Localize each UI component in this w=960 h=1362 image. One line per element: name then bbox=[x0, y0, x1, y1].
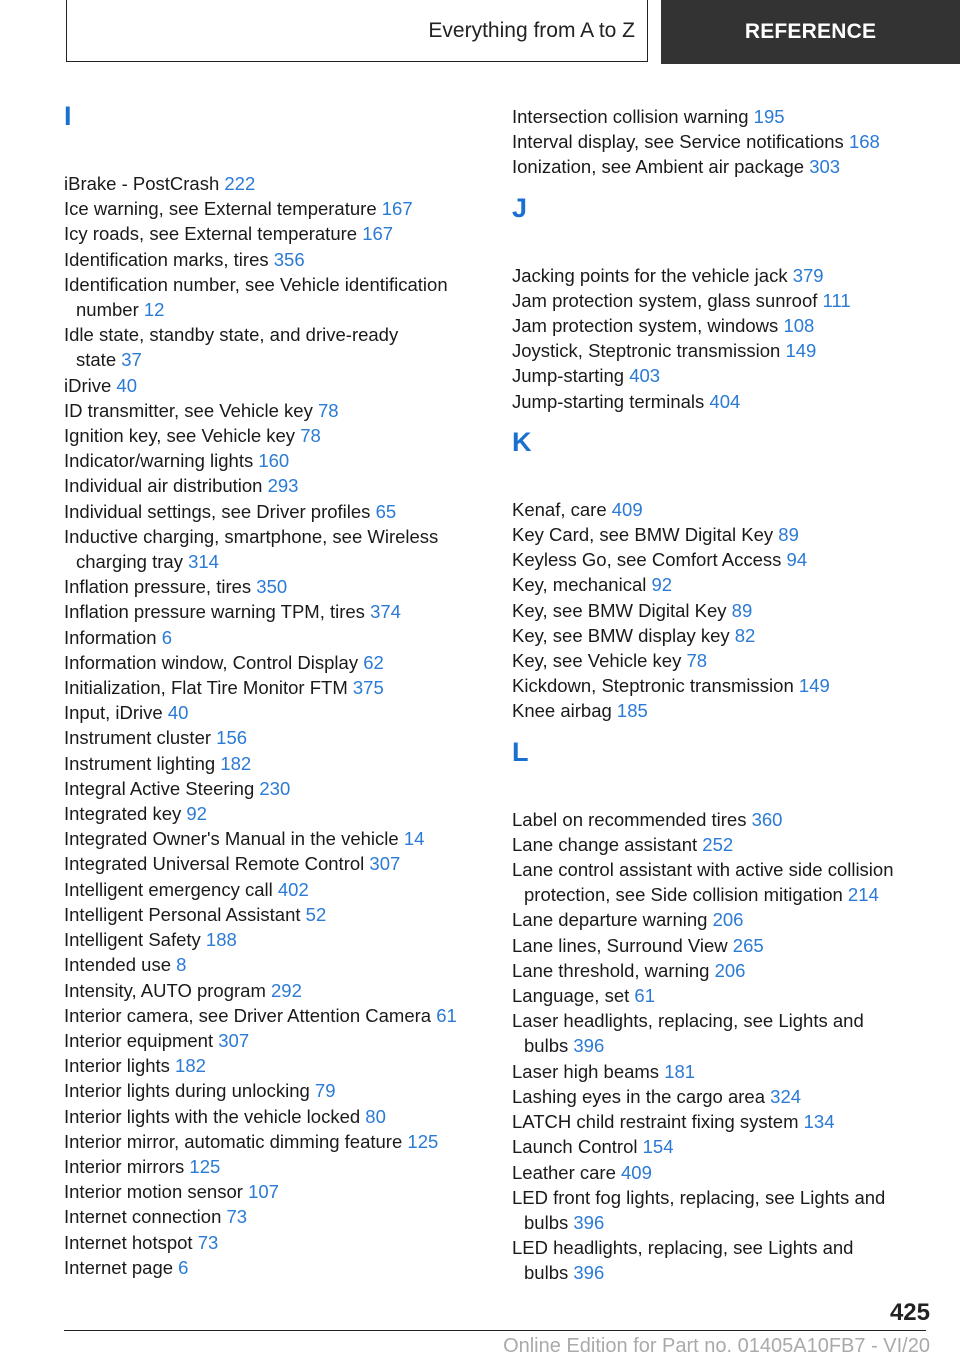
index-entry bbox=[64, 675, 484, 700]
entry-page-link[interactable]: 356 bbox=[273, 248, 305, 270]
entry-page-link[interactable]: 154 bbox=[642, 1136, 674, 1158]
entry-page-link[interactable]: 149 bbox=[798, 675, 830, 697]
entry-text: Interior lights with the vehicle locked bbox=[64, 1105, 366, 1127]
entry-text: Jam protection system, glass sunroof bbox=[512, 289, 823, 311]
entry-page-link[interactable]: 125 bbox=[407, 1130, 439, 1152]
entry-text: Interior equipment bbox=[64, 1029, 219, 1051]
index-entry bbox=[512, 288, 932, 313]
entry-page-link[interactable]: 89 bbox=[778, 524, 799, 546]
entry-page-link[interactable]: 82 bbox=[734, 624, 756, 646]
index-entry bbox=[512, 648, 932, 673]
index-entry bbox=[64, 1204, 484, 1229]
entry-page-link[interactable]: 80 bbox=[365, 1105, 386, 1127]
index-letter-heading: I bbox=[64, 101, 72, 131]
entry-page-link[interactable]: 206 bbox=[714, 959, 746, 981]
index-entry bbox=[64, 776, 484, 801]
entry-text: LED headlights, replacing, see Lights and bulbs bbox=[512, 1237, 854, 1284]
entry-text: Lane threshold, warning bbox=[512, 959, 715, 981]
index-entry bbox=[512, 338, 932, 363]
entry-text: Integral Active Steering bbox=[64, 777, 260, 799]
entry-page-link[interactable]: 14 bbox=[403, 828, 425, 850]
index-entry bbox=[64, 851, 484, 876]
entry-page-link[interactable]: 409 bbox=[621, 1161, 652, 1183]
running-header-section bbox=[66, 0, 648, 62]
index-entry bbox=[64, 1003, 484, 1028]
entry-text: Key Card, see BMW Digital Key bbox=[512, 524, 779, 546]
index-entry bbox=[64, 725, 484, 750]
entry-page-link[interactable]: 6 bbox=[178, 1256, 189, 1278]
entry-text: Interior lights bbox=[64, 1055, 176, 1077]
footer-divider bbox=[64, 1330, 926, 1331]
index-entry bbox=[512, 673, 932, 698]
index-entry bbox=[512, 313, 932, 338]
entry-page-link[interactable]: 6 bbox=[161, 626, 172, 648]
index-entry bbox=[512, 907, 932, 932]
index-entry bbox=[64, 952, 484, 977]
index-entry bbox=[512, 933, 932, 958]
entry-text: Interior motion sensor bbox=[64, 1181, 249, 1203]
entry-page-link[interactable]: 181 bbox=[664, 1060, 696, 1082]
entry-text: Internet hotspot bbox=[64, 1231, 198, 1253]
index-letter-heading: K bbox=[512, 426, 532, 457]
index-entry bbox=[64, 599, 484, 624]
entry-text: Jump-starting terminals bbox=[512, 390, 710, 412]
index-entry bbox=[512, 698, 932, 723]
running-header-chapter-tab bbox=[661, 0, 960, 64]
index-entry bbox=[64, 171, 484, 196]
index-entry bbox=[64, 978, 484, 1003]
entry-page-link[interactable]: 156 bbox=[216, 727, 248, 749]
entry-text: Key, see Vehicle key bbox=[512, 650, 687, 672]
entry-text: Intelligent Safety bbox=[64, 929, 206, 951]
index-entry bbox=[512, 857, 932, 907]
index-column-left bbox=[64, 101, 484, 1280]
entry-page-link[interactable]: 402 bbox=[277, 878, 309, 900]
entry-page-link[interactable]: 303 bbox=[809, 156, 841, 178]
entry-text: Language, set bbox=[512, 985, 635, 1007]
entry-text: Information window, Control Display bbox=[64, 651, 364, 673]
index-entry bbox=[64, 1078, 484, 1103]
entry-text: Key, see BMW Digital Key bbox=[512, 599, 732, 621]
entry-text: Ionization, see Ambient air package bbox=[512, 156, 810, 178]
index-entry bbox=[64, 196, 484, 221]
entry-text: Laser headlights, replacing, see Lights and bulbs bbox=[512, 1010, 864, 1057]
index-entry bbox=[64, 221, 484, 246]
entry-text: ID transmitter, see Vehicle key bbox=[64, 399, 318, 421]
entry-page-link[interactable]: 403 bbox=[629, 365, 661, 387]
index-entry bbox=[64, 751, 484, 776]
index-entry bbox=[64, 448, 484, 473]
entry-page-link[interactable]: 396 bbox=[573, 1211, 605, 1233]
index-entry bbox=[64, 650, 484, 675]
entry-page-link[interactable]: 360 bbox=[751, 808, 783, 830]
entry-text: Indicator/warning lights bbox=[64, 450, 259, 472]
entry-text: Integrated key bbox=[64, 803, 187, 825]
entry-page-link[interactable]: 307 bbox=[369, 853, 401, 875]
index-entry bbox=[512, 1134, 932, 1159]
entry-page-link[interactable]: 12 bbox=[143, 299, 165, 321]
entry-text: Lashing eyes in the cargo area bbox=[512, 1085, 771, 1107]
entry-page-link[interactable]: 374 bbox=[370, 601, 401, 623]
index-entry bbox=[512, 598, 932, 623]
index-entry bbox=[64, 574, 484, 599]
index-entry bbox=[512, 263, 932, 288]
index-entry bbox=[64, 1255, 484, 1280]
index-entry bbox=[64, 625, 484, 650]
entry-page-link[interactable]: 78 bbox=[686, 650, 708, 672]
entry-page-link[interactable]: 134 bbox=[803, 1111, 835, 1133]
entry-page-link[interactable]: 40 bbox=[116, 374, 137, 396]
entry-text: Laser high beams bbox=[512, 1060, 665, 1082]
entry-page-link[interactable]: 379 bbox=[792, 264, 824, 286]
index-entry bbox=[64, 322, 484, 372]
entry-page-link[interactable]: 73 bbox=[226, 1206, 248, 1228]
entry-text: Intelligent emergency call bbox=[64, 878, 278, 900]
entry-text: Internet page bbox=[64, 1256, 179, 1278]
entry-text: Ice warning, see External temperature bbox=[64, 198, 382, 220]
entry-page-link[interactable]: 314 bbox=[188, 551, 219, 573]
entry-text: Kenaf, care bbox=[512, 498, 612, 520]
index-entry bbox=[64, 902, 484, 927]
chapter-title: REFERENCE bbox=[744, 20, 877, 43]
index-entry bbox=[64, 398, 484, 423]
index-letter-heading: L bbox=[512, 736, 529, 767]
index-letter-heading: J bbox=[512, 192, 528, 223]
index-entry bbox=[512, 983, 932, 1008]
entry-page-link[interactable]: 292 bbox=[271, 979, 302, 1001]
index-entry bbox=[512, 363, 932, 388]
entry-page-link[interactable]: 350 bbox=[256, 576, 288, 598]
entry-page-link[interactable]: 222 bbox=[224, 173, 256, 194]
entry-text: iDrive bbox=[64, 374, 117, 396]
entry-text: Jacking points for the vehicle jack bbox=[512, 264, 793, 286]
entry-text: Interior mirror, automatic dimming feature bbox=[64, 1130, 408, 1152]
entry-text: Jump-starting bbox=[512, 365, 630, 387]
entry-page-link[interactable]: 206 bbox=[712, 909, 744, 931]
entry-text: Inductive charging, smartphone, see Wireless charging tray bbox=[64, 525, 439, 573]
entry-page-link[interactable]: 195 bbox=[753, 106, 785, 127]
entry-page-link[interactable]: 8 bbox=[176, 954, 187, 976]
index-entry bbox=[512, 1185, 932, 1235]
entry-text: LED front fog lights, replacing, see Lights and bulbs bbox=[512, 1186, 886, 1233]
entry-text: Interval display, see Service notifications bbox=[512, 131, 849, 153]
entry-page-link[interactable]: 108 bbox=[783, 315, 815, 337]
entry-page-link[interactable]: 252 bbox=[702, 833, 734, 855]
entry-page-link[interactable]: 52 bbox=[305, 903, 327, 925]
entry-page-link[interactable]: 375 bbox=[352, 677, 384, 699]
entry-text: Jam protection system, windows bbox=[512, 315, 784, 337]
entry-page-link[interactable]: 307 bbox=[218, 1029, 250, 1051]
entry-text: LATCH child restraint fixing system bbox=[512, 1111, 804, 1133]
index-entry bbox=[64, 700, 484, 725]
entry-page-link[interactable]: 293 bbox=[267, 475, 299, 497]
entry-page-link[interactable]: 125 bbox=[189, 1155, 221, 1177]
entry-page-link[interactable]: 149 bbox=[785, 340, 817, 362]
index-entry bbox=[64, 1154, 484, 1179]
entry-text: Instrument cluster bbox=[64, 727, 217, 749]
entry-text: Initialization, Flat Tire Monitor FTM bbox=[64, 677, 353, 699]
entry-text: Lane change assistant bbox=[512, 833, 703, 855]
index-entry bbox=[512, 1008, 932, 1058]
entry-page-link[interactable]: 167 bbox=[381, 198, 413, 220]
entry-text: Interior lights during unlocking bbox=[64, 1080, 315, 1102]
section-title: Everything from A to Z bbox=[428, 18, 635, 42]
index-entry bbox=[64, 373, 484, 398]
entry-text: Kickdown, Steptronic transmission bbox=[512, 675, 799, 697]
entry-text: Intended use bbox=[64, 954, 177, 976]
index-entry bbox=[64, 1179, 484, 1204]
index-entry bbox=[512, 389, 932, 414]
entry-page-link[interactable]: 396 bbox=[573, 1262, 605, 1284]
index-entry bbox=[512, 1160, 932, 1185]
entry-text: Input, iDrive bbox=[64, 702, 168, 724]
index-entry bbox=[64, 877, 484, 902]
index-entry bbox=[64, 473, 484, 498]
index-entry bbox=[64, 1129, 484, 1154]
entry-page-link[interactable]: 37 bbox=[121, 349, 142, 371]
entry-page-link[interactable]: 92 bbox=[651, 574, 673, 596]
entry-text: Keyless Go, see Comfort Access bbox=[512, 549, 787, 571]
entry-text: Identification marks, tires bbox=[64, 248, 274, 270]
entry-page-link[interactable]: 214 bbox=[847, 884, 879, 906]
entry-text: Label on recommended tires bbox=[512, 808, 752, 830]
entry-text: Interior camera, see Driver Attention Camera bbox=[64, 1004, 437, 1026]
index-entry bbox=[512, 1059, 932, 1084]
entry-page-link[interactable]: 78 bbox=[300, 425, 321, 447]
entry-page-link[interactable]: 160 bbox=[258, 450, 290, 472]
index-column-right bbox=[512, 104, 932, 1286]
entry-text: Idle state, standby state, and drive-ready state bbox=[64, 324, 399, 371]
entry-text: Key, see BMW display key bbox=[512, 624, 735, 646]
entry-text: Lane lines, Surround View bbox=[512, 934, 733, 956]
entry-page-link[interactable]: 62 bbox=[363, 651, 384, 673]
index-entry bbox=[64, 247, 484, 272]
entry-text: Intelligent Personal Assistant bbox=[64, 903, 306, 925]
entry-text: Joystick, Steptronic transmission bbox=[512, 340, 786, 362]
entry-page-link[interactable]: 167 bbox=[362, 223, 394, 245]
entry-text: Information bbox=[64, 626, 162, 648]
entry-text: Intensity, AUTO program bbox=[64, 979, 272, 1001]
index-entry bbox=[64, 423, 484, 448]
index-entry bbox=[512, 522, 932, 547]
entry-text: Integrated Owner's Manual in the vehicle bbox=[64, 828, 404, 850]
entry-page-link[interactable]: 92 bbox=[186, 803, 207, 825]
entry-text: Knee airbag bbox=[512, 700, 617, 722]
entry-page-link[interactable]: 73 bbox=[197, 1231, 219, 1253]
entry-page-link[interactable]: 61 bbox=[436, 1004, 457, 1026]
entry-text: Inflation pressure, tires bbox=[64, 576, 257, 598]
entry-page-link[interactable]: 404 bbox=[709, 390, 741, 412]
entry-text: Interior mirrors bbox=[64, 1155, 190, 1177]
entry-text: Instrument lighting bbox=[64, 752, 221, 774]
index-entry bbox=[512, 1084, 932, 1109]
index-entry bbox=[64, 801, 484, 826]
entry-text: Intersection collision warning bbox=[512, 106, 754, 127]
index-entry bbox=[64, 272, 484, 322]
entry-page-link[interactable]: 107 bbox=[248, 1181, 279, 1203]
entry-page-link[interactable]: 409 bbox=[611, 498, 643, 520]
entry-page-link[interactable]: 265 bbox=[732, 934, 764, 956]
index-entry bbox=[64, 1028, 484, 1053]
entry-page-link[interactable]: 396 bbox=[573, 1035, 605, 1057]
index-entry bbox=[64, 1053, 484, 1078]
entry-text: Ignition key, see Vehicle key bbox=[64, 425, 301, 447]
entry-text: Integrated Universal Remote Control bbox=[64, 853, 370, 875]
entry-page-link[interactable]: 111 bbox=[822, 289, 851, 311]
entry-page-link[interactable]: 61 bbox=[634, 985, 655, 1007]
entry-text: Individual settings, see Driver profiles bbox=[64, 500, 376, 522]
index-entry bbox=[512, 1235, 932, 1285]
entry-page-link[interactable]: 324 bbox=[770, 1085, 802, 1107]
index-entry bbox=[64, 499, 484, 524]
entry-page-link[interactable]: 182 bbox=[175, 1055, 206, 1077]
index-entry bbox=[64, 524, 484, 574]
edition-footer: Online Edition for Part no. 01405A10FB7 - VI/20 bbox=[503, 1335, 930, 1357]
entry-page-link[interactable]: 188 bbox=[205, 929, 237, 951]
entry-text: Inflation pressure warning TPM, tires bbox=[64, 601, 371, 623]
entry-text: Icy roads, see External temperature bbox=[64, 223, 363, 245]
entry-page-link[interactable]: 40 bbox=[167, 702, 189, 724]
entry-text: Key, mechanical bbox=[512, 574, 652, 596]
index-entry bbox=[512, 832, 932, 857]
entry-page-link[interactable]: 230 bbox=[259, 777, 291, 799]
index-entry bbox=[512, 104, 932, 129]
entry-text: Identification number, see Vehicle identification number bbox=[64, 273, 448, 321]
entry-page-link[interactable]: 168 bbox=[848, 131, 880, 153]
index-entry bbox=[64, 1230, 484, 1255]
entry-page-link[interactable]: 78 bbox=[317, 399, 339, 421]
entry-page-link[interactable]: 65 bbox=[375, 500, 397, 522]
index-entry bbox=[512, 623, 932, 648]
index-entry bbox=[512, 497, 932, 522]
entry-text: Internet connection bbox=[64, 1206, 227, 1228]
index-entry bbox=[512, 958, 932, 983]
entry-page-link[interactable]: 182 bbox=[220, 752, 252, 774]
entry-text: Individual air distribution bbox=[64, 475, 268, 497]
index-entry bbox=[512, 547, 932, 572]
index-entry bbox=[512, 572, 932, 597]
entry-page-link[interactable]: 185 bbox=[616, 700, 648, 722]
entry-text: Launch Control bbox=[512, 1136, 643, 1158]
index-entry bbox=[64, 1104, 484, 1129]
entry-page-link[interactable]: 89 bbox=[731, 599, 753, 621]
entry-text: iBrake - PostCrash bbox=[64, 173, 225, 194]
entry-page-link[interactable]: 79 bbox=[314, 1080, 336, 1102]
index-entry bbox=[64, 927, 484, 952]
index-entry bbox=[512, 807, 932, 832]
entry-text: Leather care bbox=[512, 1161, 622, 1183]
entry-text: Lane control assistant with active side collision protection, see Side collision mitigation bbox=[512, 859, 894, 906]
index-entry bbox=[512, 129, 932, 154]
index-entry bbox=[512, 1109, 932, 1134]
index-entry bbox=[512, 154, 932, 179]
page-number: 425 bbox=[889, 1299, 930, 1326]
index-entry bbox=[64, 826, 484, 851]
entry-page-link[interactable]: 94 bbox=[786, 549, 808, 571]
entry-text: Lane departure warning bbox=[512, 909, 713, 931]
